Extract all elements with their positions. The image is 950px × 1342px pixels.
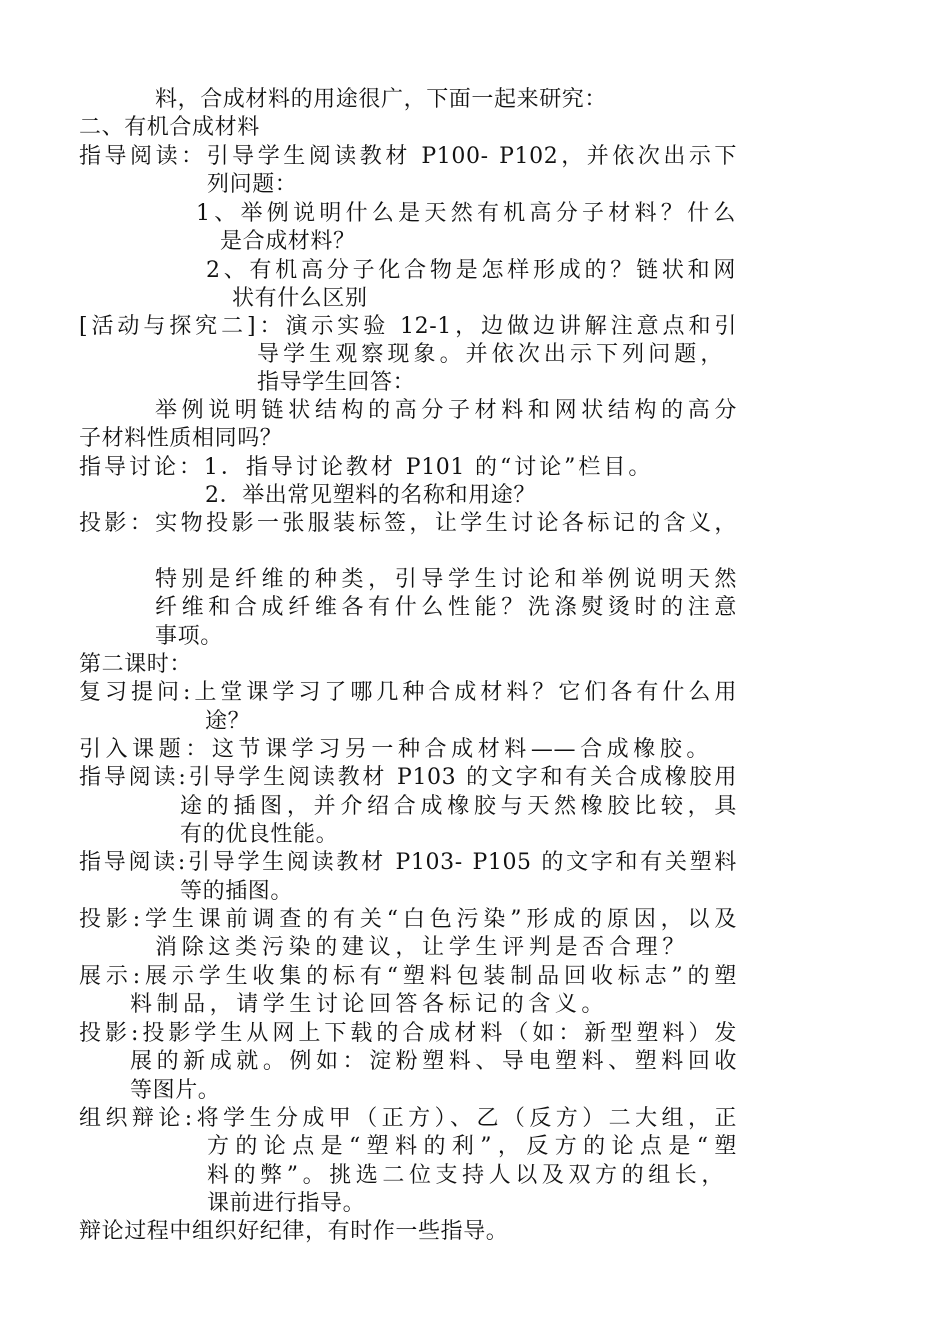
text-line-4: 列问题：	[207, 172, 298, 197]
text-line-34: 展的新成就。例如：淀粉塑料、导电塑料、塑料回收	[130, 1049, 737, 1074]
text-line-28: 等的插图。	[180, 879, 294, 904]
text-line-29: 投影:学生课前调查的有关“白色污染”形成的原因，以及	[79, 907, 737, 932]
text-line-13: 子材料性质相同吗？	[79, 426, 283, 451]
text-line-31: 展示:展示学生收集的标有“塑料包装制品回收标志”的塑	[79, 964, 737, 989]
text-line-26: 有的优良性能。	[180, 822, 339, 847]
text-line-25: 途的插图，并介绍合成橡胶与天然橡胶比较，具	[180, 794, 737, 819]
text-line-38: 料的弊”。挑选二位支持人以及双方的组长，	[207, 1163, 724, 1188]
text-line-35: 等图片。	[130, 1078, 221, 1103]
text-line-9: [活动与探究二]：演示实验 12-1，边做边讲解注意点和引	[79, 314, 737, 339]
text-line-33: 投影:投影学生从网上下载的合成材料（如：新型塑料）发	[79, 1021, 737, 1046]
section-heading-organic-synthetic-materials: 二、有机合成材料	[79, 115, 260, 140]
text-line-11: 指导学生回答：	[257, 370, 416, 395]
text-line-23: 引入课题：这节课学习另一种合成材料——合成橡胶。	[79, 737, 709, 762]
text-line-27: 指导阅读:引导学生阅读教材 P103- P105 的文字和有关塑料	[79, 850, 737, 875]
text-line-12: 举例说明链状结构的高分子材料和网状结构的高分	[155, 398, 737, 423]
text-line-21: 复习提问:上堂课学习了哪几种合成材料？它们各有什么用	[79, 680, 737, 705]
text-line-8: 状有什么区别	[232, 286, 368, 311]
text-line-17: 特别是纤维的种类，引导学生讨论和举例说明天然	[155, 567, 737, 592]
text-line-10: 导学生观察现象。并依次出示下列问题，	[257, 342, 723, 367]
text-line-40: 辩论过程中组织好纪律，有时作一些指导。	[79, 1219, 509, 1244]
text-line-22: 途？	[205, 709, 251, 734]
text-line-19: 事项。	[155, 624, 223, 649]
text-line-14: 指导讨论：1．指导讨论教材 P101 的“讨论”栏目。	[79, 455, 651, 480]
text-line-37: 方的论点是“塑料的利”，反方的论点是“塑	[207, 1134, 737, 1159]
text-line-5: 1、举例说明什么是天然有机高分子材料？什么	[196, 201, 736, 226]
text-line-15: 2．举出常见塑料的名称和用途？	[205, 483, 536, 508]
text-line-6: 是合成材料？	[220, 229, 356, 254]
text-line-39: 课前进行指导。	[207, 1191, 366, 1216]
text-line-32: 料制品，请学生讨论回答各标记的含义。	[130, 992, 604, 1017]
text-line-7: 2、有机高分子化合物是怎样形成的？链状和网	[206, 258, 736, 283]
text-line-1: 料，合成材料的用途很广，下面一起来研究：	[155, 87, 608, 112]
text-line-30: 消除这类污染的建议，让学生评判是否合理？	[155, 935, 685, 960]
text-line-3: 指导阅读：引导学生阅读教材 P100- P102，并依次出示下	[79, 144, 737, 169]
text-line-16: 投影：实物投影一张服装标签，让学生讨论各标记的含义，	[79, 511, 737, 536]
section-heading-second-lesson: 第二课时：	[79, 652, 193, 677]
text-line-18: 纤维和合成纤维各有什么性能？洗涤熨烫时的注意	[155, 595, 737, 620]
text-line-36: 组织辩论:将学生分成甲（正方）、乙（反方）二大组，正	[79, 1106, 737, 1131]
text-line-24: 指导阅读:引导学生阅读教材 P103 的文字和有关合成橡胶用	[79, 765, 737, 790]
